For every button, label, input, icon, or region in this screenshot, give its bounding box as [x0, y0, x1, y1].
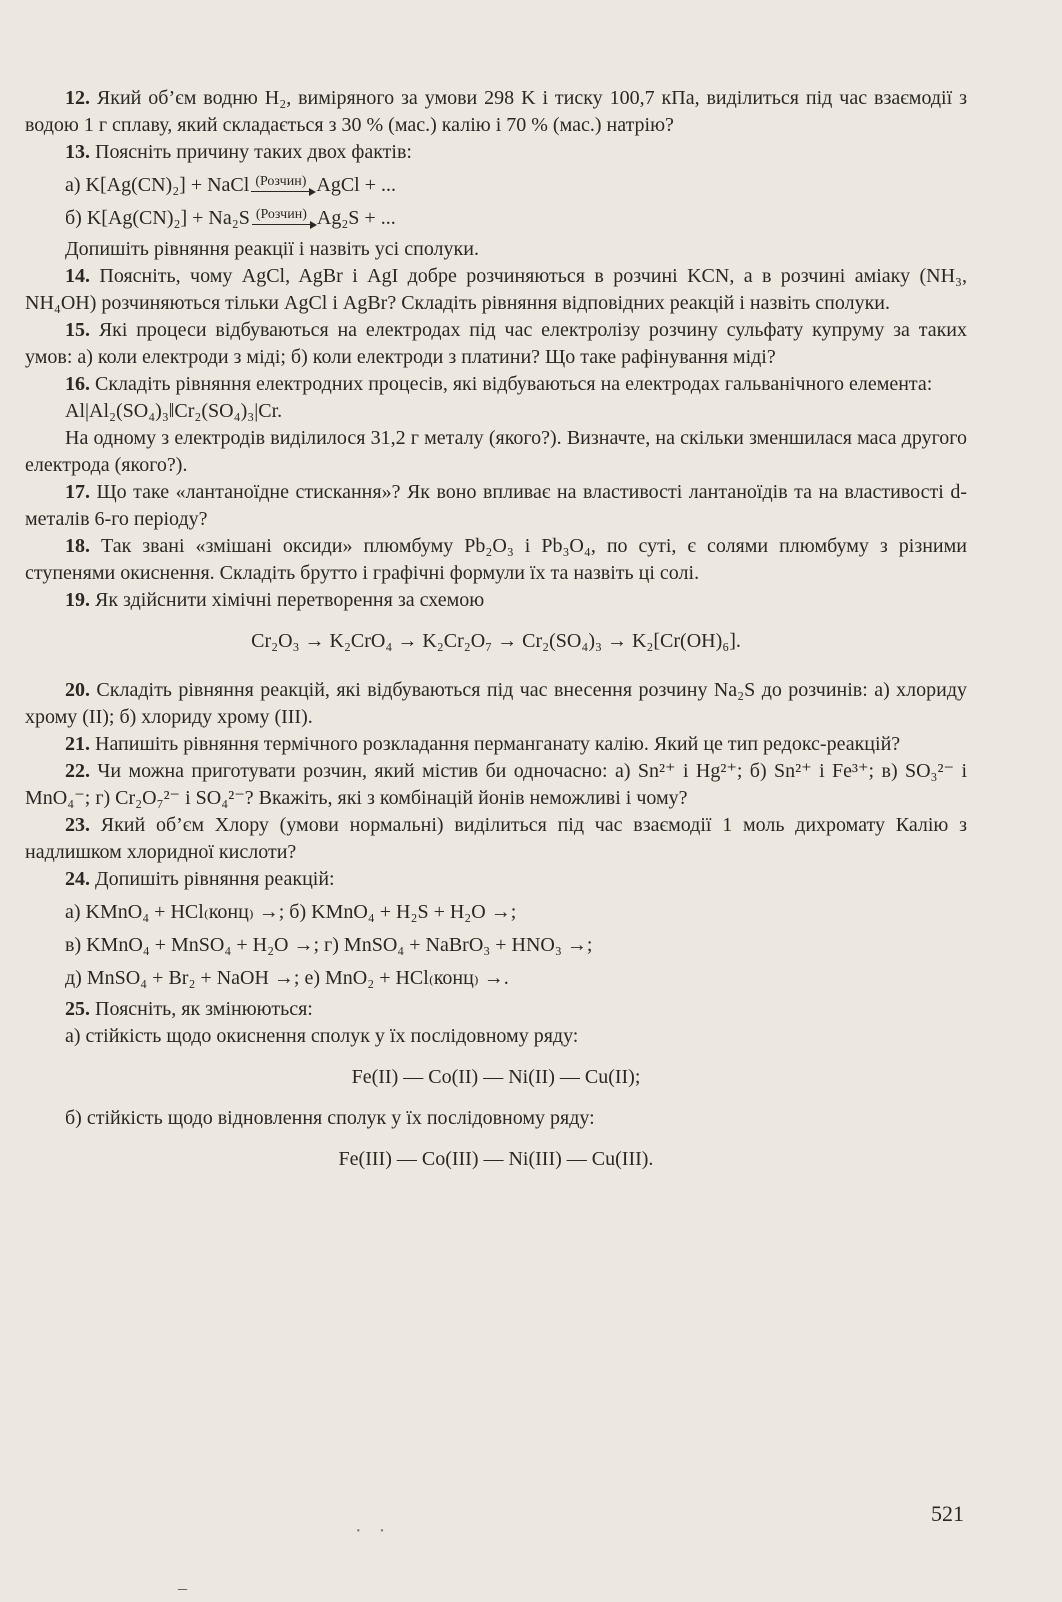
question-13 — [25, 139, 967, 166]
transformation-scheme: Cr₂O₃ → K₂CrO₄ → K₂Cr₂O₇ → Cr₂(SO₄)₃ → K₂[Cr(OH)₆]. — [251, 630, 741, 652]
reduction-series: Fe(III) — Co(III) — Ni(III) — Cu(III). — [338, 1148, 654, 1170]
reaction-arrow-label: (Розчин) — [251, 175, 310, 192]
question-text: Чи можна приготувати розчин, який містив би одночасно: а) Sn²⁺ і Hg²⁺; б) Sn²⁺ і Fe³⁺; в) SO₃²⁻ і MnO₄⁻; г) Cr₂O₇²⁻ і SO₄²⁻? Вкажіть, які з комбінацій йонів неможливі і чому? — [25, 760, 968, 809]
question-text: Поясніть, як змінюються: — [95, 998, 313, 1020]
question-number: 15. — [65, 319, 90, 341]
question-number: 17. — [65, 481, 90, 503]
products: Ag₂S + ... — [316, 207, 396, 229]
question-text: Складіть рівняння реакцій, які відбуваються під час внесення розчину Na₂S до розчинів: а) хлориду хрому (II); б) хлориду хрому (III). — [25, 679, 968, 728]
question-text: Що таке «лантаноїдне стискання»? Як воно впливає на властивості лантаноїдів та на властивості d-металів 6-го періоду? — [25, 481, 967, 530]
galvanic-cell-scheme: Al|Al₂(SO₄)₃‖Cr₂(SO₄)₃|Cr. — [65, 400, 283, 422]
margin-dots: · · — [355, 1520, 392, 1542]
question-text: Допишіть рівняння реакцій: — [95, 868, 335, 890]
question-text: Складіть рівняння електродних процесів, які відбуваються на електродах гальванічного елемента: — [95, 373, 933, 395]
question-text: Так звані «змішані оксиди» плюмбуму Pb₂O₃ і Pb₃O₄, по суті, є солями плюмбуму з різними ступенями окиснення. Складіть брутто і графічні формули їх та назвіть ці солі. — [25, 535, 967, 584]
question-number: 13. — [65, 141, 90, 163]
question-text: Як здійснити хімічні перетворення за схемою — [95, 589, 485, 611]
question-23 — [25, 812, 967, 866]
question-number: 14. — [65, 265, 90, 287]
question-22 — [25, 758, 967, 812]
question-20 — [25, 677, 967, 731]
question-24 — [25, 866, 967, 893]
question-text: Який об’єм водню H₂, виміряного за умови 298 K і тиску 100,7 кПа, виділиться під час взаємодії з водою 1 г сплаву, який складається з 30 % (мас.) калію і 70 % (мас.) натрію? — [25, 87, 967, 136]
question-text: Поясніть причину таких двох фактів: — [95, 141, 412, 163]
question-text: Поясніть, чому AgCl, AgBr і AgI добре розчиняються в розчині KCN, а в розчині аміаку (NH₃, NH₄OH) розчиняються тільки AgCl і AgBr? Складіть рівняння відповідних реакцій і назвіть сполуки. — [25, 265, 967, 314]
question-16 — [25, 371, 967, 398]
page-number: 521 — [931, 1501, 964, 1526]
question-12 — [25, 85, 967, 139]
reaction-13a — [25, 172, 967, 199]
question-18 — [25, 533, 967, 587]
products: AgCl + ... — [316, 174, 396, 196]
question-25a: а) стійкість щодо окиснення сполук у їх послідовному ряду: — [65, 1025, 579, 1047]
question-number: 24. — [65, 868, 90, 890]
question-21 — [25, 731, 967, 758]
question-number: 19. — [65, 589, 90, 611]
question-17 — [25, 479, 967, 533]
question-text: Які процеси відбуваються на електродах під час електролізу розчину сульфату купруму за таких умов: а) коли електроди з міді; б) коли електроди з платини? Що таке рафінування міді? — [25, 319, 968, 368]
question-number: 18. — [65, 535, 90, 557]
question-16-tail: На одному з електродів виділилося 31,2 г металу (якого?). Визначте, на скільки зменшилася маса другого електрода (якого?). — [25, 427, 967, 476]
reaction-13b — [25, 205, 967, 232]
question-14 — [25, 263, 967, 317]
oxidation-series: Fe(II) — Co(II) — Ni(II) — Cu(II); — [351, 1066, 641, 1088]
question-number: 20. — [65, 679, 90, 701]
question-25b: б) стійкість щодо відновлення сполук у їх послідовному ряду: — [65, 1107, 595, 1129]
reactions-24-line-1: а) KMnO₄ + HCl₍конц₎ →; б) KMnO₄ + H₂S + H₂O →; — [65, 901, 517, 923]
question-number: 21. — [65, 733, 90, 755]
question-number: 16. — [65, 373, 90, 395]
reactants: а) K[Ag(CN)₂] + NaCl — [65, 174, 250, 196]
question-number: 25. — [65, 998, 90, 1020]
question-15 — [25, 317, 967, 371]
reaction-arrow-label: (Розчин) — [252, 208, 311, 225]
question-13-tail: Допишіть рівняння реакції і назвіть усі сполуки. — [65, 238, 479, 260]
question-number: 23. — [65, 814, 90, 836]
reactions-24-line-2: в) KMnO₄ + MnSO₄ + H₂O →; г) MnSO₄ + NaBrO₃ + HNO₃ →; — [65, 934, 593, 956]
question-19 — [25, 587, 967, 614]
question-25 — [25, 996, 967, 1023]
reactions-24-line-3: д) MnSO₄ + Br₂ + NaOH →; е) MnO₂ + HCl₍конц₎ →. — [65, 967, 509, 989]
reactants: б) K[Ag(CN)₂] + Na₂S — [65, 207, 250, 229]
question-text: Який об’єм Хлору (умови нормальні) виділиться під час взаємодії 1 моль дихромату Калію з надлишком хлоридної кислоти? — [25, 814, 968, 863]
question-number: 12. — [65, 87, 90, 109]
question-text: Напишіть рівняння термічного розкладання перманганату калію. Який це тип редокс-реакцій? — [95, 733, 901, 755]
margin-mark: – — [178, 1578, 187, 1598]
question-number: 22. — [65, 760, 90, 782]
